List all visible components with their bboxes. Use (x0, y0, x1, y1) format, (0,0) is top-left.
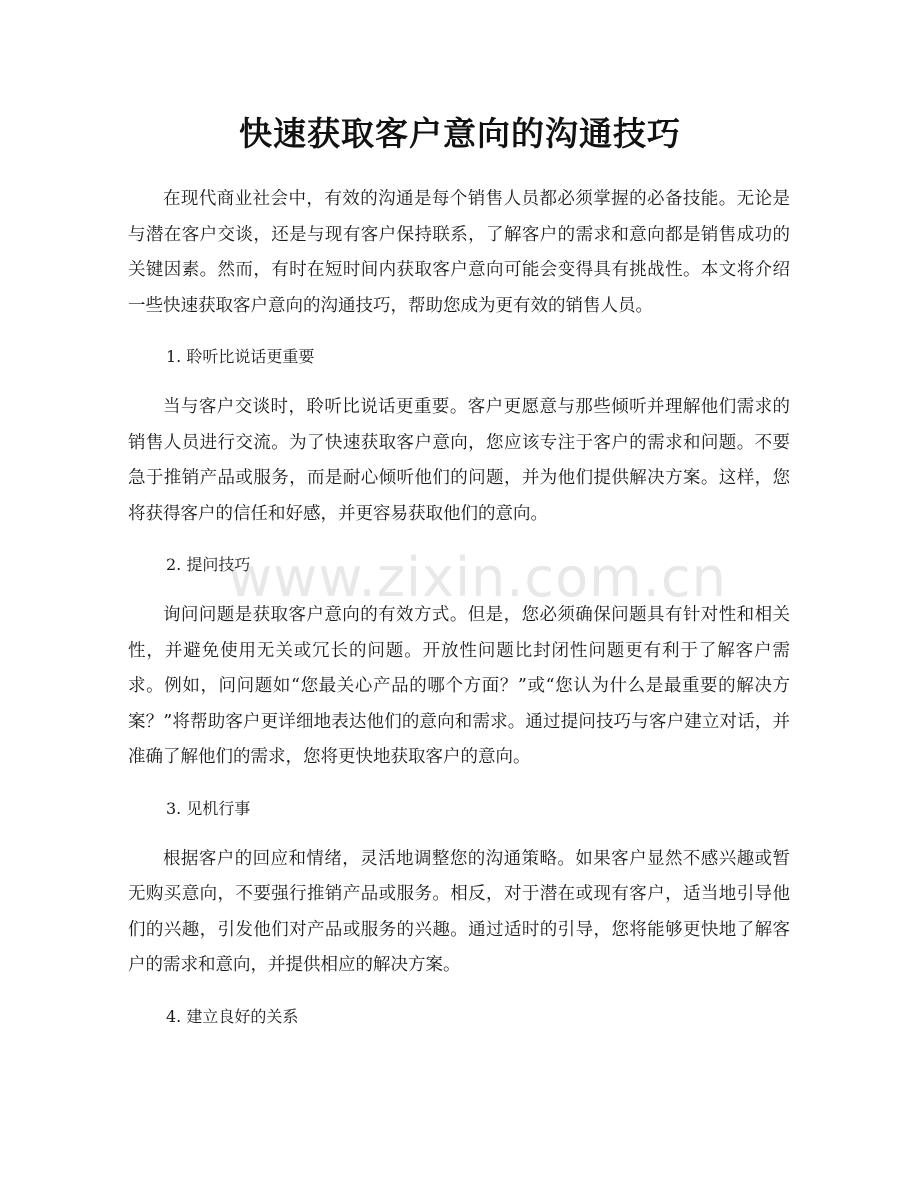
section-paragraph-1: 当与客户交谈时，聆听比说话更重要。客户更愿意与那些倾听并理解他们需求的销售人员进行交流。为了快速获取客户意向，您应该专注于客户的需求和问题。不要急于推销产品或服务，而是耐心倾听他们的问题，并为他们提供解决方案。这样，您将获得客户的信任和好感，并更容易获取他们的意向。 (128, 397, 790, 524)
document-body (128, 182, 790, 1050)
document-title: 快速获取客户意向的沟通技巧 (239, 114, 681, 153)
section-paragraph-2: 询问问题是获取客户意向的有效方式。但是，您必须确保问题具有针对性和相关性，并避免使用无关或冗长的问题。开放性问题比封闭性问题更有利于了解客户需求。例如，问问题如“您最关心产品的哪个方面？”或“您认为什么是最重要的解决方案？”将帮助客户更详细地表达他们的意向和需求。通过提问技巧与客户建立对话，并准确了解他们的需求，您将更快地获取客户的意向。 (128, 605, 790, 767)
section-heading-2: 2. 提问技巧 (166, 555, 251, 574)
section-paragraph-3: 根据客户的回应和情绪，灵活地调整您的沟通策略。如果客户显然不感兴趣或暂无购买意向，不要强行推销产品或服务。相反，对于潜在或现有客户，适当地引导他们的兴趣，引发他们对产品或服务的兴趣。通过适时的引导，您将能够更快地了解客户的需求和意向，并提供相应的解决方案。 (128, 848, 790, 975)
watermark-text: www.zixin.com.cn (228, 546, 727, 609)
section-heading-3: 3. 见机行事 (166, 798, 251, 818)
section-heading-4: 4. 建立良好的关系 (166, 1006, 299, 1026)
section-heading-1: 1. 聆听比说话更重要 (166, 347, 315, 366)
intro-paragraph: 在现代商业社会中，有效的沟通是每个销售人员都必须掌握的必备技能。无论是与潜在客户交谈，还是与现有客户保持联系，了解客户的需求和意向都是销售成功的关键因素。然而，有时在短时间内获取客户意向可能会变得具有挑战性。本文将介绍一些快速获取客户意向的沟通技巧，帮助您成为更有效的销售人员。 (128, 189, 790, 316)
